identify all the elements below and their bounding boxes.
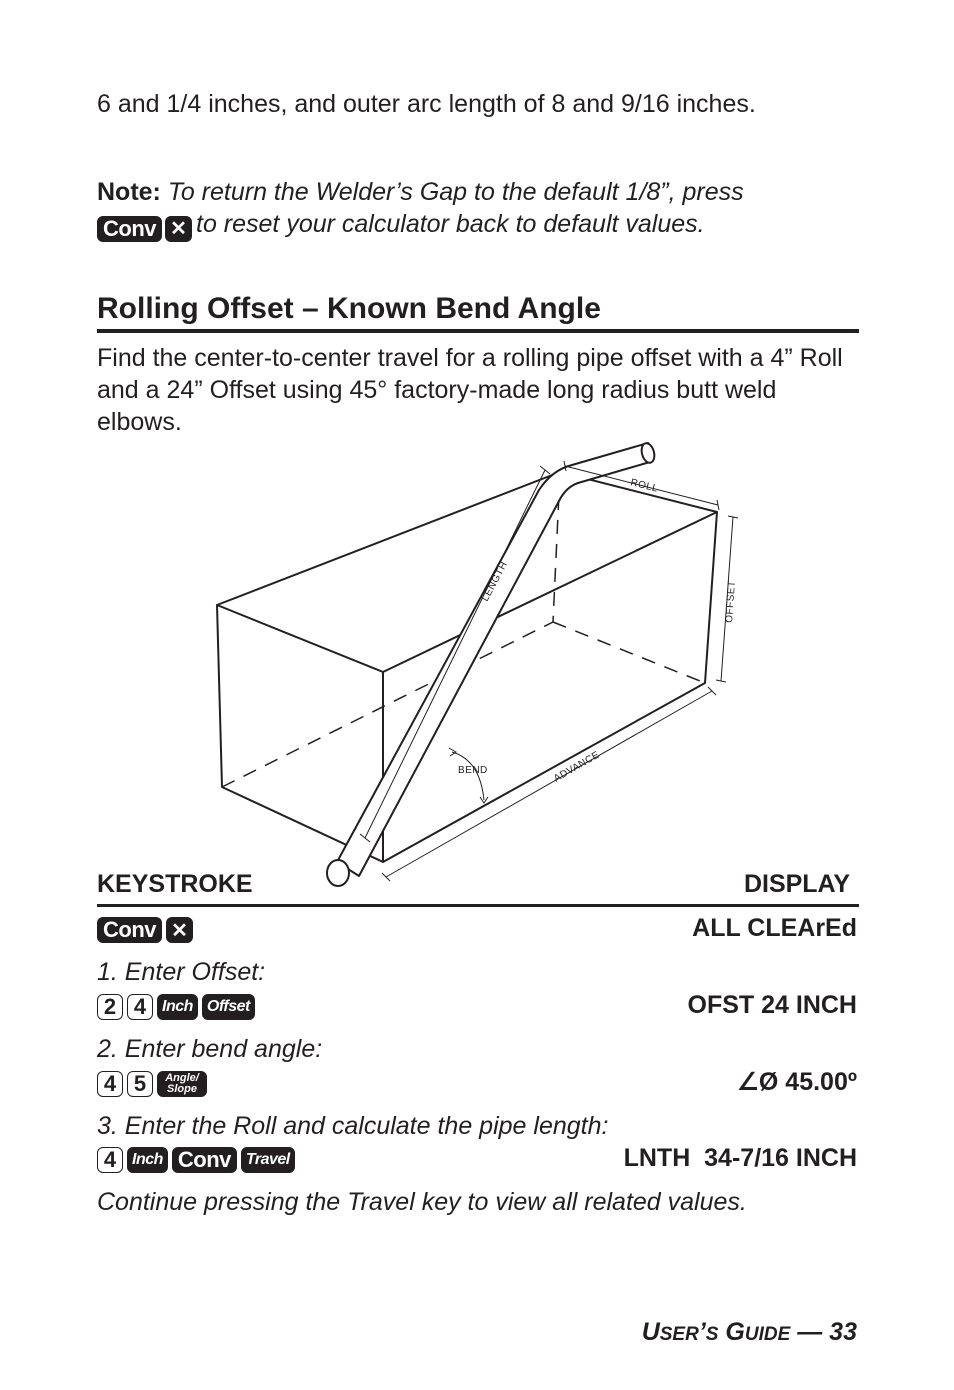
offset-key: Offset: [202, 994, 255, 1020]
display-length: LNTH 34-7/16 INCH: [623, 1144, 857, 1172]
angle-slope-key-line-2: Slope: [167, 1083, 197, 1095]
section-heading: Rolling Offset – Known Bend Angle: [97, 289, 859, 333]
keystroke-row-angle: [97, 1070, 207, 1098]
digit-2-key: 2: [97, 994, 123, 1020]
step-2-label: 2. Enter bend angle:: [97, 1035, 323, 1063]
keystroke-row-travel: [97, 1146, 295, 1174]
bend-label: BEND: [458, 765, 488, 776]
display-angle: ∠Ø 45.00º: [736, 1068, 857, 1096]
rolling-offset-diagram: [200, 436, 760, 896]
note-paragraph: [97, 176, 877, 242]
inch-key: Inch: [127, 1147, 168, 1173]
inch-key: Inch: [157, 994, 198, 1020]
angle-slope-key-line-1: Angle/: [165, 1072, 199, 1084]
display-column-header: DISPLAY: [743, 870, 850, 898]
table-header-rule: [97, 904, 859, 907]
footer-ser: SER: [659, 1324, 699, 1345]
bend-arrow: [452, 752, 484, 800]
conv-key: Conv: [97, 917, 162, 943]
note-line-1: To return the Welder’s Gap to the default 1/8”, press: [167, 178, 744, 206]
display-all-cleared: ALL CLEArEd: [692, 914, 857, 942]
pipe-body: [337, 443, 654, 876]
section-description: Find the center-to-center travel for a rolling pipe offset with a 4” Roll and a 24” Offset using 45° factory-made long radius butt weld elbows.: [97, 344, 843, 436]
note-keys: [97, 216, 192, 242]
conv-key: Conv: [97, 216, 162, 242]
page-footer: [642, 1316, 857, 1351]
footnote: Continue pressing the Travel key to view all related values.: [97, 1188, 747, 1216]
advance-label: ADVANCE: [552, 749, 602, 785]
step-3-label: 3. Enter the Roll and calculate the pipe length:: [97, 1112, 609, 1140]
conv-key: Conv: [172, 1147, 237, 1173]
keystroke-row-clear: [97, 916, 193, 944]
length-label: LENGTH: [479, 559, 511, 604]
page-number: — 33: [797, 1318, 857, 1346]
intro-text: 6 and 1/4 inches, and outer arc length of 8 and 9/16 inches.: [97, 90, 756, 118]
digit-5-key: 5: [127, 1071, 153, 1097]
box-hidden-edge-2: [553, 622, 705, 683]
keystroke-column-header: KEYSTROKE: [97, 870, 253, 898]
clear-all-key: ✕: [165, 216, 192, 242]
roll-label: ROLL: [629, 477, 660, 495]
keystroke-row-offset: [97, 993, 255, 1021]
pipe-end-bottom: [327, 860, 349, 886]
step-1-label: 1. Enter Offset:: [97, 958, 266, 986]
digit-4-key: 4: [97, 1071, 123, 1097]
box-hidden-edge-1: [222, 622, 553, 787]
clear-all-key: ✕: [166, 917, 193, 943]
footer-u: U: [641, 1318, 660, 1346]
length-dim-line: [365, 470, 545, 838]
travel-key: Travel: [241, 1147, 295, 1173]
note-label: Note:: [97, 178, 161, 206]
digit-4-key: 4: [127, 994, 153, 1020]
footer-uide: UIDE: [744, 1324, 791, 1345]
angle-slope-key: [157, 1071, 207, 1097]
note-line-2: to reset your calculator back to default values.: [196, 210, 705, 238]
footer-g: G: [725, 1318, 745, 1346]
digit-4-key: 4: [97, 1147, 123, 1173]
display-offset: OFST 24 INCH: [687, 991, 857, 1019]
footer-apos: ’: [698, 1318, 706, 1346]
offset-label: OFFSET: [724, 580, 738, 624]
footer-s: S: [705, 1324, 719, 1345]
